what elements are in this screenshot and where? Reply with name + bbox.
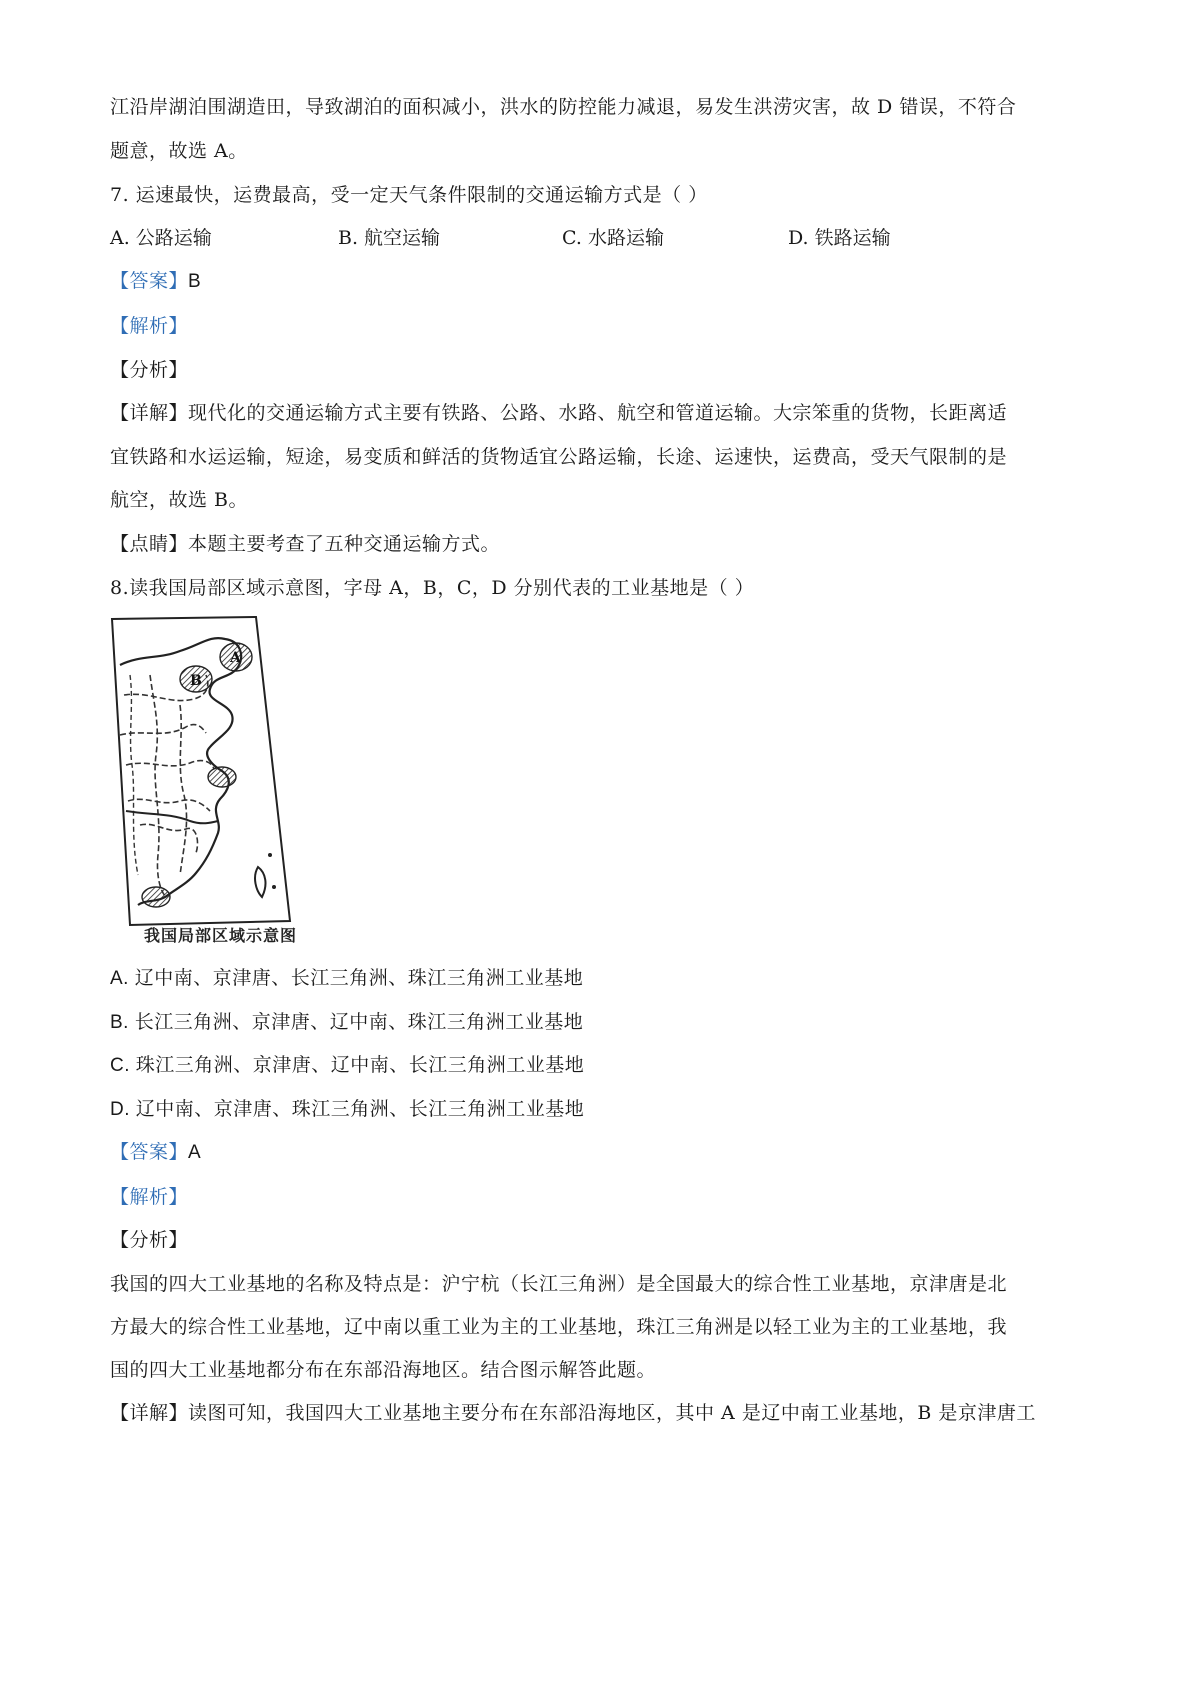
question-8-stem: 8.读我国局部区域示意图，字母 A，B，C，D 分别代表的工业基地是（ ） [110, 577, 755, 599]
q7-detail-line: 宜铁路和水运运输，短途，易变质和鲜活的货物适宜公路运输，长途、运速快，运费高，受天气限制的是 [110, 446, 1008, 468]
detail-text: 现代化的交通运输方式主要有铁路、公路、水路、航空和管道运输。大宗笨重的货物，长距离适 [188, 402, 1008, 424]
map-frame [112, 617, 290, 925]
q7-fenxi-tag: 【分析】 [110, 359, 189, 381]
detail-tag: 【详解】 [110, 1402, 189, 1424]
base-c-area [142, 887, 170, 907]
q7-detail-line [110, 400, 1007, 426]
paragraph-line: 题意，故选 A。 [110, 140, 248, 162]
region-map [110, 615, 320, 955]
q7-option-b: B. 航空运输 [338, 227, 441, 249]
q7-option-d: D. 铁路运输 [788, 227, 891, 249]
taiwan-outline [255, 867, 265, 897]
answer-tag: 【答案】 [110, 1142, 189, 1163]
q8-fenxi-line: 国的四大工业基地都分布在东部沿海地区。结合图示解答此题。 [110, 1359, 657, 1381]
q8-option-a: A. 辽中南、京津唐、长江三角洲、珠江三角洲工业基地 [110, 968, 584, 989]
answer-value: A [188, 1142, 202, 1163]
q8-fenxi-line: 我国的四大工业基地的名称及特点是：沪宁杭（长江三角洲）是全国最大的综合性工业基地，京津唐是北 [110, 1273, 1008, 1295]
q8-option-c: C. 珠江三角洲、京津唐、辽中南、长江三角洲工业基地 [110, 1055, 585, 1076]
answer-value: B [188, 271, 202, 292]
q7-detail-line: 航空，故选 B。 [110, 489, 249, 511]
question-7-stem: 7. 运速最快，运费最高，受一定天气条件限制的交通运输方式是（ ） [110, 184, 708, 206]
q7-answer [110, 269, 201, 295]
answer-tag: 【答案】 [110, 271, 189, 292]
q8-fenxi-tag: 【分析】 [110, 1229, 189, 1251]
map-caption: 我国局部区域示意图 [144, 926, 298, 945]
dianjing-tag: 【点睛】 [110, 533, 189, 555]
q7-option-a: A. 公路运输 [110, 227, 212, 249]
q8-detail-line [110, 1400, 1036, 1426]
q7-analysis-tag: 【解析】 [110, 315, 189, 337]
map-label-a: A [230, 650, 241, 666]
paragraph-line: 江沿岸湖泊围湖造田，导致湖泊的面积减小，洪水的防控能力减退，易发生洪涝灾害，故 D 错误，不符合 [110, 96, 1017, 118]
q7-dianjing [110, 531, 500, 557]
dianjing-text: 本题主要考查了五种交通运输方式。 [188, 533, 501, 555]
map-label-b: B [190, 673, 202, 689]
q8-fenxi-line: 方最大的综合性工业基地，辽中南以重工业为主的工业基地，珠江三角洲是以轻工业为主的工业基地，我 [110, 1316, 1008, 1338]
detail-text: 读图可知，我国四大工业基地主要分布在东部沿海地区，其中 A 是辽中南工业基地，B 是京津唐工 [188, 1402, 1036, 1424]
base-d-area [208, 767, 236, 787]
q7-option-c: C. 水路运输 [562, 227, 664, 249]
q8-option-d: D. 辽中南、京津唐、珠江三角洲、长江三角洲工业基地 [110, 1099, 585, 1120]
q8-analysis-tag: 【解析】 [110, 1186, 189, 1208]
region-map-figure [110, 615, 320, 975]
q8-answer [110, 1140, 201, 1166]
detail-tag: 【详解】 [110, 402, 189, 424]
q8-option-b: B. 长江三角洲、京津唐、辽中南、珠江三角洲工业基地 [110, 1012, 584, 1033]
